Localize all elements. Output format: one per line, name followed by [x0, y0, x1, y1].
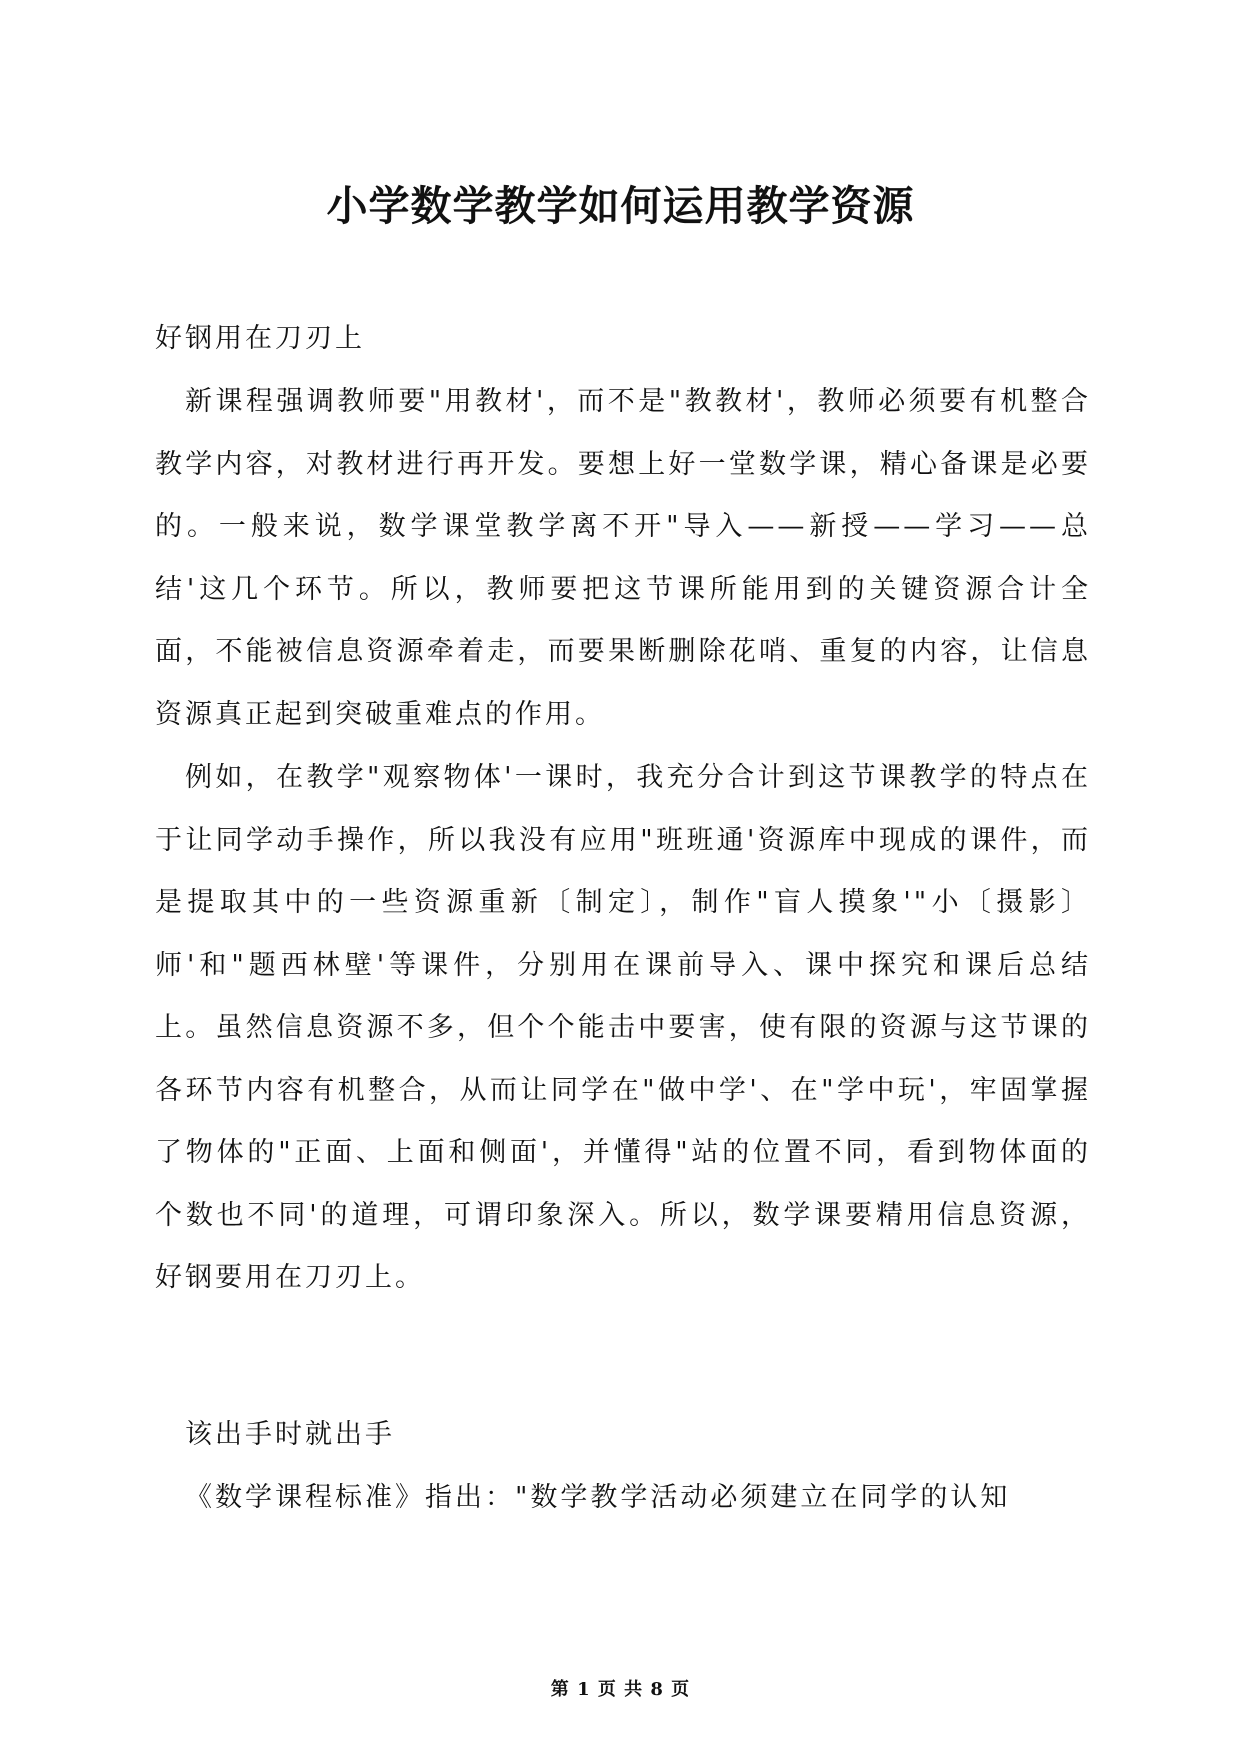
section-heading-2: 该出手时就出手 — [185, 1419, 395, 1450]
document-title: 小学数学教学如何运用教学资源 — [326, 182, 915, 230]
page-footer: 第 1 页 共 8 页 — [550, 1679, 691, 1700]
section-heading-1: 好钢用在刀刃上 — [155, 323, 365, 354]
paragraph-2: 例如，在教学"观察物体'一课时，我充分合计到这节课教学的特点在于让同学动手操作，所以我没有应用"班班通'资源库中现成的课件，而是提取其中的一些资源重新〔制定〕，制作"盲人摸象'"小〔摄影〕师'和"题西林壁'等课件，分别用在课前导入、课中探究和课后总结上。虽然信息资源不多，但个个能击中要害，使有限的资源与这节课的各环节内容有机整合，从而让同学在"做中学'、在"学中玩'，牢固掌握了物体的"正面、上面和侧面'，并懂得"站的位置不同，看到物体面的个数也不同'的道理，可谓印象深入。所以，数学课要精用信息资源，好钢要用在刀刃上。 — [155, 762, 1091, 1293]
paragraph-1: 新课程强调教师要"用教材'，而不是"教教材'，教师必须要有机整合教学内容，对教材进行再开发。要想上好一堂数学课，精心备课是必要的。一般来说，数学课堂教学离不开"导入——新授——学习——总结'这几个环节。所以，教师要把这节课所能用到的关键资源合计全面，不能被信息资源牵着走，而要果断删除花哨、重复的内容，让信息资源真正起到突破重难点的作用。 — [155, 386, 1091, 730]
paragraph-3: 《数学课程标准》指出："数学教学活动必须建立在同学的认知 — [185, 1482, 1011, 1513]
